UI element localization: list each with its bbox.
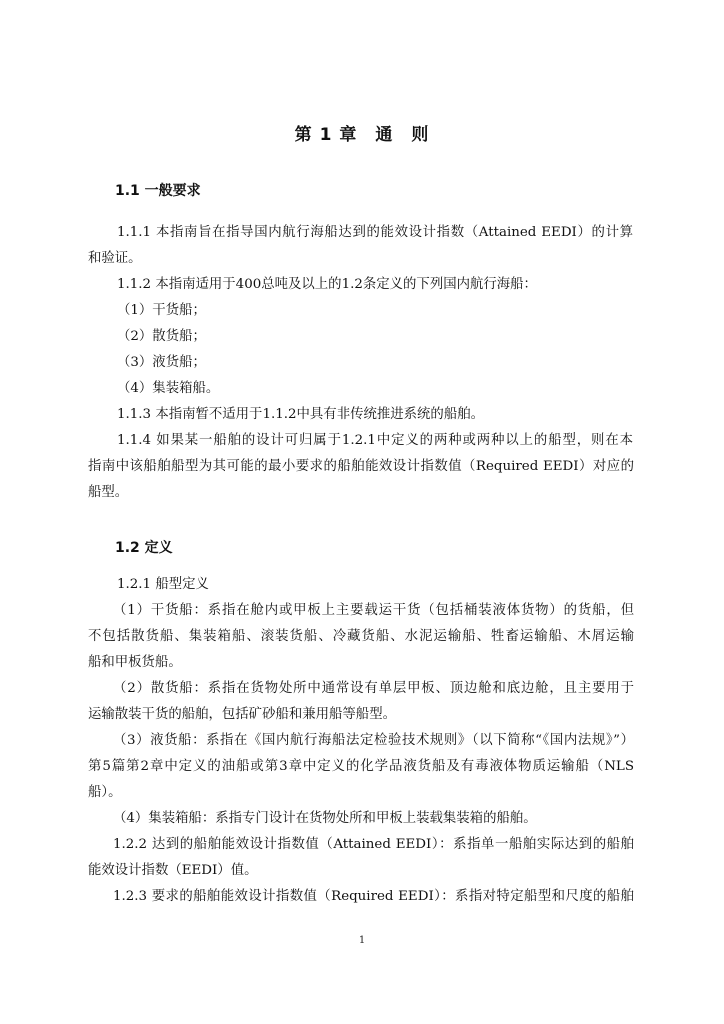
paragraph-line: 指南中该船舶船型为其可能的最小要求的船舶能效设计指数值（Required EEDI）对应的: [88, 459, 634, 474]
paragraph-line: （2）散货船：系指在货物处所中通常设有单层甲板、顶边舱和底边舱，且主要用于: [113, 681, 634, 696]
list-item: （4）集装箱船。: [117, 381, 220, 396]
paragraph-line: （1）干货船：系指在舱内或甲板上主要载运干货（包括桶装液体货物）的货船，但: [113, 603, 634, 618]
paragraph-line: 船）。: [88, 785, 122, 800]
paragraph-line: 1.1.1 本指南旨在指导国内航行海船达到的能效设计指数（Attained EEDI）的计算: [117, 225, 633, 240]
paragraph-line: 1.1.2 本指南适用于400总吨及以上的1.2条定义的下列国内航行海船：: [117, 277, 537, 292]
list-item: （1）干货船；: [117, 303, 206, 318]
paragraph-line: 和验证。: [88, 251, 142, 266]
paragraph-line: 1.2.3 要求的船舶能效设计指数值（Required EEDI）：系指对特定船型和尺度的船舶: [113, 889, 634, 904]
paragraph-line: 1.1.4 如果某一船舶的设计可归属于1.2.1中定义的两种或两种以上的船型，则在本: [117, 433, 633, 448]
chapter-title: 第 1 章 通 则: [294, 125, 430, 145]
paragraph-line: 1.2.2 达到的船舶能效设计指数值（Attained EEDI）：系指单一船舶实际达到的船舶: [113, 837, 634, 852]
paragraph-line: 不包括散货船、集装箱船、滚装货船、冷藏货船、水泥运输船、牲畜运输船、木屑运输: [88, 629, 634, 644]
paragraph-line: 能效设计指数（EEDI）值。: [88, 863, 258, 878]
section-heading-1-1: 1.1 一般要求: [115, 183, 201, 199]
list-item: （3）液货船；: [117, 355, 206, 370]
paragraph-line: 第5篇第2章中定义的油船或第3章中定义的化学品液货船及有毒液体物质运输船（NLS: [88, 759, 634, 774]
paragraph-line: 运输散装干货的船舶，包括矿砂船和兼用船等船型。: [88, 707, 396, 722]
section-heading-1-2: 1.2 定义: [115, 540, 173, 556]
paragraph-line: 船和甲板货船。: [88, 655, 182, 670]
page-number: 1: [358, 935, 366, 946]
paragraph-line: （4）集装箱船：系指专门设计在货物处所和甲板上装载集装箱的船舶。: [113, 811, 537, 826]
list-item: （2）散货船；: [117, 329, 206, 344]
paragraph-line: 1.1.3 本指南暂不适用于1.1.2中具有非传统推进系统的船舶。: [117, 407, 484, 422]
paragraph-line: （3）液货船：系指在《国内航行海船法定检验技术规则》（以下简称“《国内法规》”）: [113, 733, 634, 748]
paragraph-line: 船型。: [88, 485, 129, 500]
paragraph-line: 1.2.1 船型定义: [117, 577, 209, 592]
